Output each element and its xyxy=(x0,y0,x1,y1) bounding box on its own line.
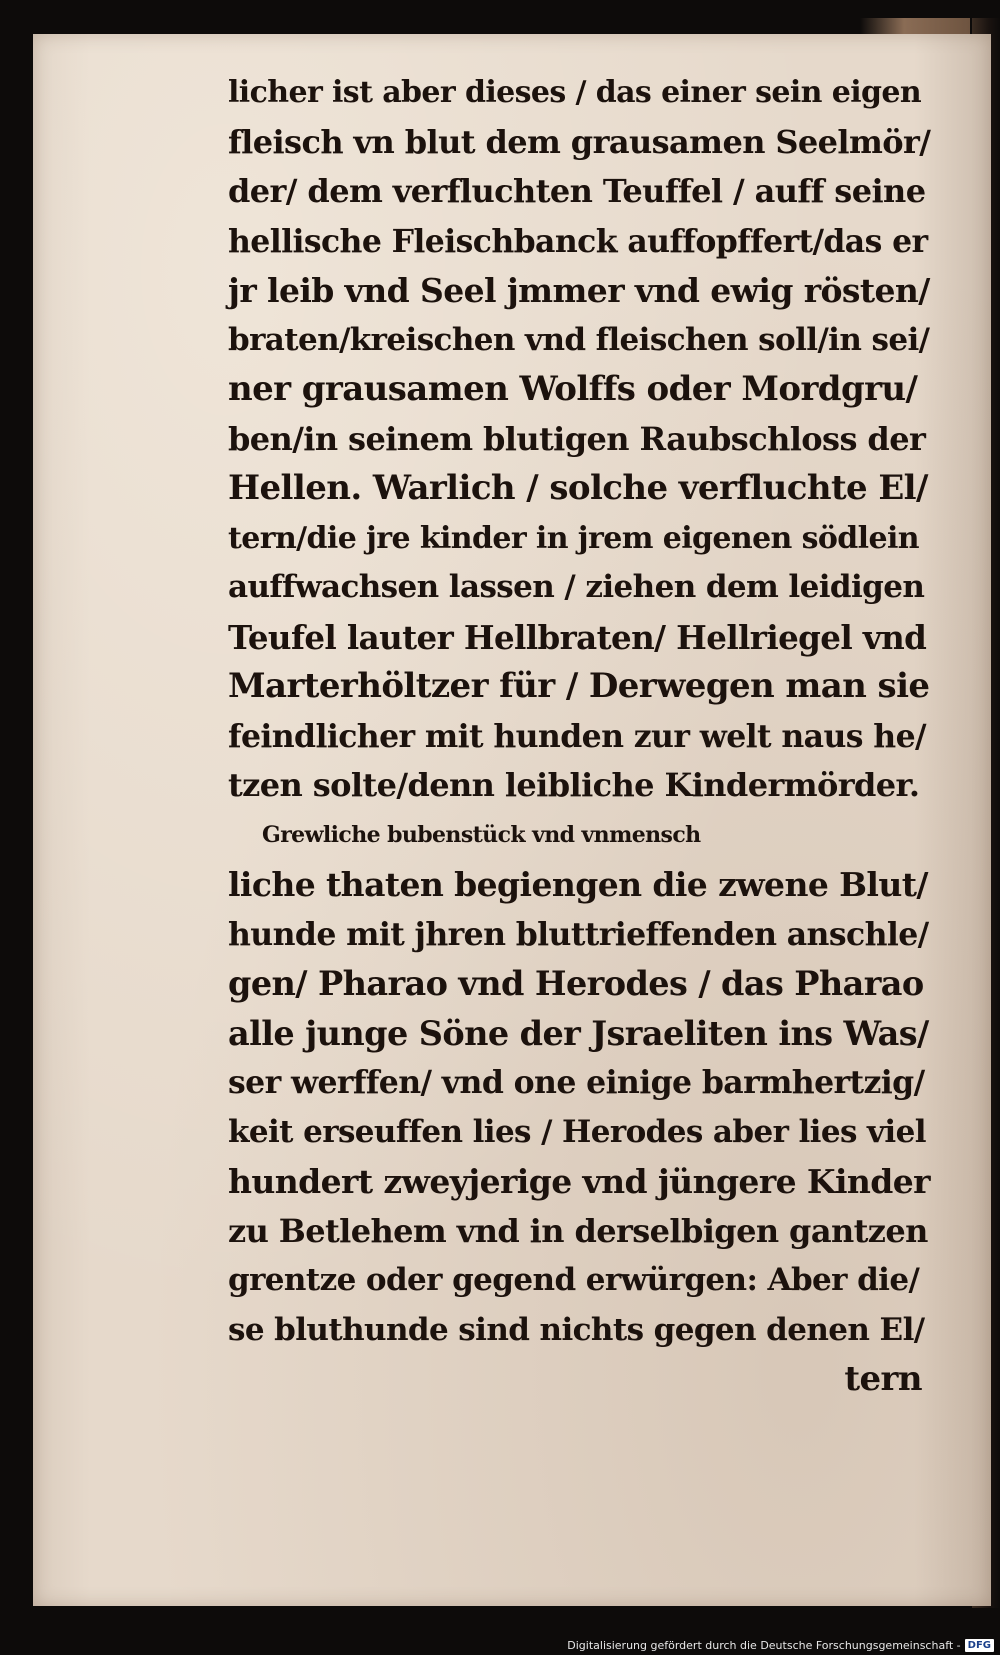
text-line: auffwachsen lassen / ziehen dem leidigen xyxy=(228,569,925,605)
text-line: zu Betlehem vnd in derselbigen gantzen xyxy=(228,1211,928,1250)
page-text-block xyxy=(228,68,931,1405)
catchword: tern xyxy=(844,1359,922,1399)
text-line: braten/kreischen vnd fleischen soll/in sei/ xyxy=(228,321,930,358)
text-line: se bluthunde sind nichts gegen denen El/ xyxy=(228,1311,925,1348)
text-line: feindlicher mit hunden zur welt naus he/ xyxy=(228,717,926,755)
text-line: Teufel lauter Hellbraten/ Hellriegel vnd xyxy=(228,617,927,657)
text-line: Hellen. Warlich / solche verfluchte El/ xyxy=(228,468,928,508)
text-line: hundert zweyjerige vnd jüngere Kinder xyxy=(228,1162,930,1201)
text-line: hunde mit jhren bluttrieffenden anschle/ xyxy=(228,915,929,953)
text-line: fleisch vn blut dem grausamen Seelmör/ xyxy=(228,122,931,161)
text-line: grentze oder gegend erwürgen: Aber die/ xyxy=(228,1262,920,1298)
text-line: alle junge Söne der Jsraeliten ins Was/ xyxy=(228,1013,929,1053)
text-line: gen/ Pharao vnd Herodes / das Pharao xyxy=(228,964,924,1003)
paragraph-start-line: Grewliche bubenstück vnd vnmensch xyxy=(262,821,701,848)
text-line: licher ist aber dieses / das einer sein eigen xyxy=(228,75,922,110)
text-line: liche thaten begiengen die zwene Blut/ xyxy=(228,865,928,904)
text-line: ser werffen/ vnd one einige barmhertzig/ xyxy=(228,1064,925,1101)
text-line: der/ dem verfluchten Teuffel / auff seine xyxy=(228,172,926,210)
text-line: jr leib vnd Seel jmmer vnd ewig rösten/ xyxy=(228,271,930,310)
credit-text: Digitalisierung gefördert durch die Deutsche Forschungsgemeinschaft - xyxy=(567,1638,961,1652)
text-line: keit erseuffen lies / Herodes aber lies viel xyxy=(228,1113,926,1150)
text-line: Marterhöltzer für / Derwegen man sie xyxy=(228,666,930,706)
text-line: tzen solte/denn leibliche Kindermörder. xyxy=(228,766,920,804)
text-line: tern/die jre kinder in jrem eigenen södlein xyxy=(228,520,919,556)
digitization-credit xyxy=(567,1637,994,1653)
text-line: hellische Fleischbanck auffopffert/das er xyxy=(228,222,928,260)
dfg-logo: DFG xyxy=(965,1639,994,1652)
text-line: ner grausamen Wolffs oder Mordgru/ xyxy=(228,369,918,409)
text-line: ben/in seinem blutigen Raubschloss der xyxy=(228,419,926,458)
